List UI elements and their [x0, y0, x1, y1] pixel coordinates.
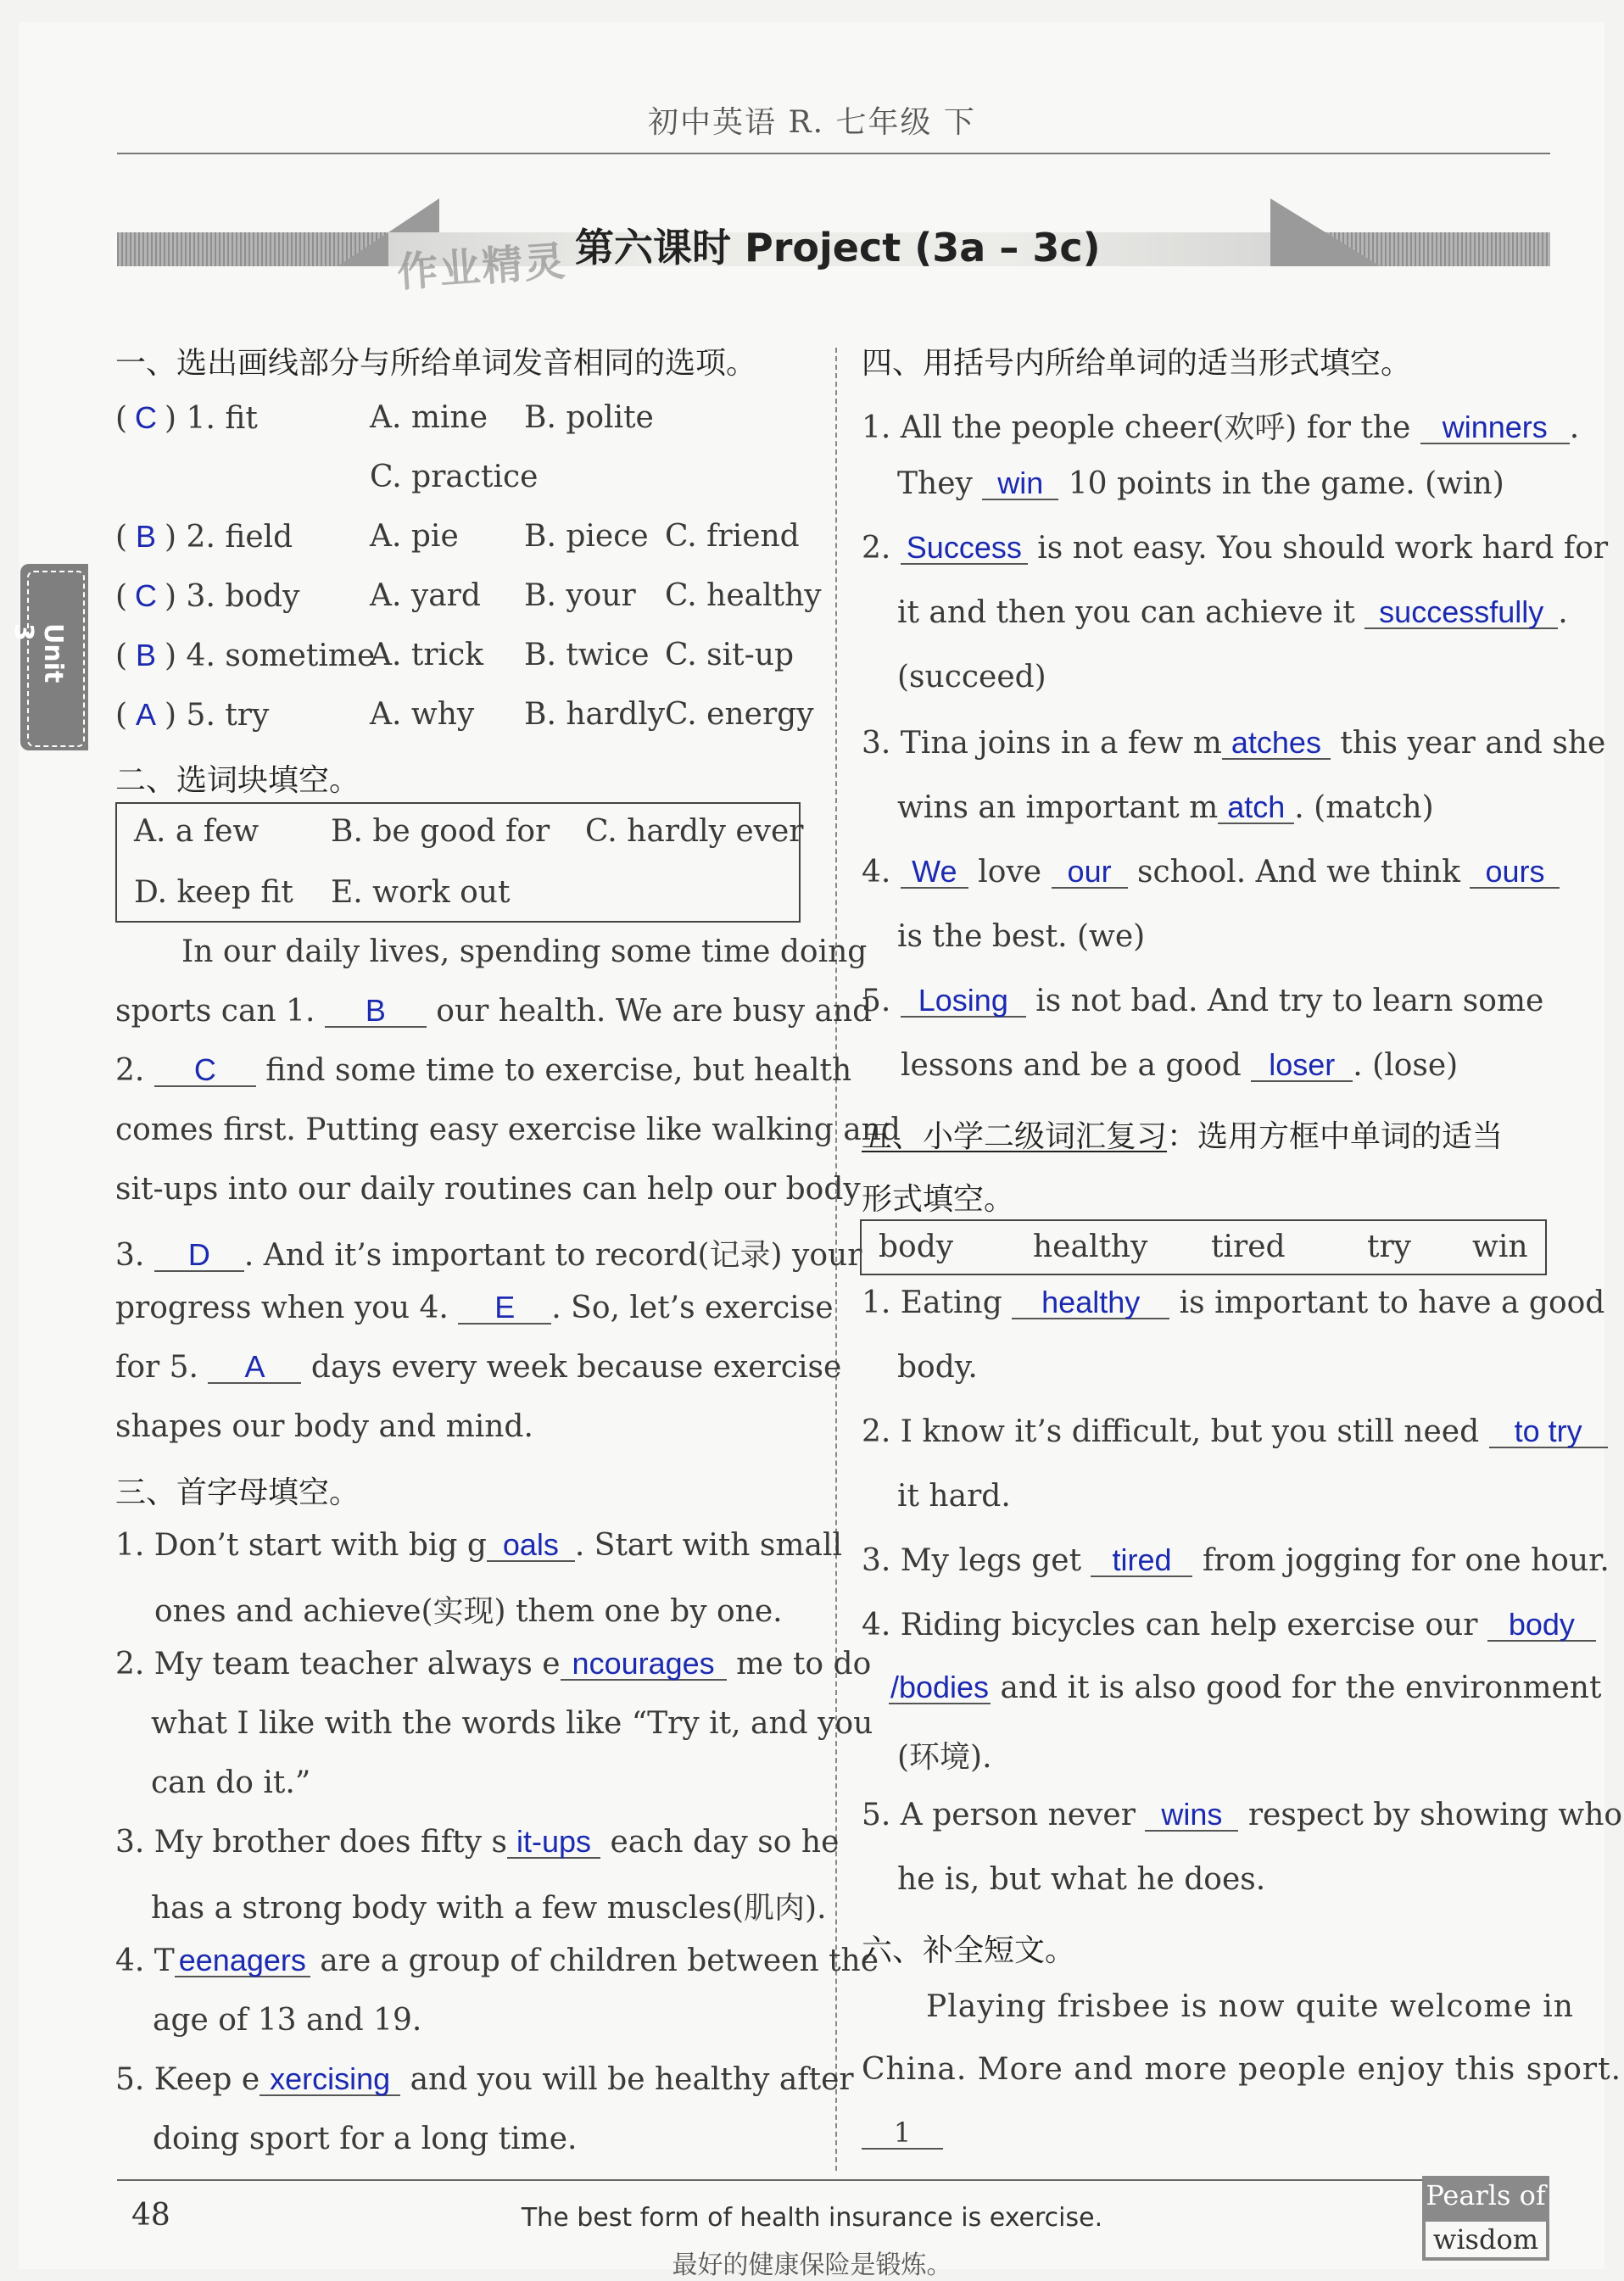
s1-q1: ( C ) 1. fit	[115, 400, 258, 436]
s4-q4-answer-3: ours	[1470, 856, 1560, 889]
s1-q1-a: A. mine	[370, 400, 488, 435]
s4-q1-answer-2: win	[982, 468, 1058, 500]
s2-blank-1: B	[325, 995, 427, 1028]
s1-q2-answer: B	[136, 519, 157, 554]
s1-q3-answer: C	[135, 578, 158, 613]
section-5-heading-2: 形式填空。	[862, 1182, 1015, 1217]
s3-q2-line1: 2. My team teacher always e ncourages me to do	[115, 1646, 872, 1681]
s2-opt-b: B. be good for	[331, 814, 550, 849]
s1-q4-a: A. trick	[370, 638, 484, 672]
s4-q2-answer-1: Success	[901, 533, 1028, 565]
s1-q1-word: 1. fit	[186, 401, 258, 436]
s5-q2-answer: to try	[1489, 1416, 1608, 1448]
s1-q2-a: A. pie	[370, 519, 459, 554]
s6-line-2: China. More and more people enjoy this sport.	[862, 2052, 1622, 2087]
s5-q1-line1: 1. Eating healthy is important to have a good	[862, 1285, 1605, 1320]
s4-q5-answer-2: loser	[1251, 1050, 1353, 1082]
s5-q5-line1: 5. A person never wins respect by showing who	[862, 1797, 1623, 1832]
s5-q2-line1: 2. I know it’s difficult, but you still need to try	[862, 1414, 1608, 1449]
s5-q4-line2: /bodies and it is also good for the environment	[890, 1670, 1602, 1705]
s4-q1-line2: They win 10 points in the game. (win)	[897, 466, 1504, 501]
footer-motto: The best form of health insurance is exercise.	[521, 2203, 1103, 2233]
s1-q2-word: 2. field	[186, 520, 293, 555]
s3-q2-answer: ncourages	[561, 1648, 727, 1681]
s4-q2-line2: it and then you can achieve it successfully .	[897, 594, 1568, 630]
s4-q1-line1: 1. All the people cheer(欢呼) for the winners .	[862, 410, 1580, 445]
s5-word-box	[860, 1219, 1547, 1275]
s4-q5-answer-1: Losing	[901, 985, 1026, 1018]
s5-q1-answer: healthy	[1012, 1287, 1169, 1319]
s2-opt-e: E. work out	[331, 875, 511, 910]
banner-decor-right	[1270, 198, 1381, 266]
wisdom-label: wisdom	[1426, 2222, 1546, 2257]
s1-q5-a: A. why	[370, 697, 475, 732]
s1-q3-word: 3. body	[186, 579, 300, 614]
s1-q3: ( C ) 3. body	[115, 578, 300, 614]
s1-q3-b: B. your	[524, 578, 636, 613]
s2-line-6: 3. D . And it’s important to record(记录) your	[115, 1237, 862, 1273]
s2-line-2: sports can 1. B our health. We are busy and	[115, 993, 873, 1029]
s5-q4-answer-1: body	[1487, 1609, 1596, 1642]
s3-q4-line2: age of 13 and 19.	[153, 2003, 422, 2038]
s1-q3-c: C. healthy	[665, 578, 822, 613]
s2-line-5: sit-ups into our daily routines can help our body	[115, 1172, 861, 1207]
s2-line-9: shapes our body and mind.	[115, 1409, 533, 1444]
s3-q4-answer: eenagers	[175, 1945, 310, 1977]
s1-q3-a: A. yard	[370, 578, 481, 613]
s1-q4-word: 4. sometime	[186, 639, 376, 673]
s4-q4-line2: is the best. (we)	[897, 919, 1146, 954]
s4-q1-answer-1: winners	[1420, 412, 1570, 444]
s2-line-8: for 5. A days every week because exercise	[115, 1349, 842, 1385]
s1-q5: ( A ) 5. try	[115, 697, 270, 733]
s5-word-4: try	[1367, 1230, 1412, 1264]
s2-opt-d: D. keep fit	[134, 875, 293, 910]
unit-side-tab	[8, 564, 88, 750]
s5-word-2: healthy	[1033, 1230, 1148, 1264]
s5-q1-line2: body.	[897, 1350, 978, 1385]
s3-q5-answer: xercising	[260, 2064, 400, 2096]
s1-q4-b: B. twice	[524, 638, 650, 672]
running-header: 初中英语 R. 七年级 下	[648, 105, 976, 140]
s4-q4-answer-1: We	[901, 856, 968, 889]
s4-q4-line1: 4. We love our school. And we think ours	[862, 855, 1560, 890]
s2-opt-c: C. hardly ever	[585, 814, 804, 849]
s6-blank-1: 1	[862, 2117, 943, 2150]
section-5-heading: 五、小学二级词汇复习：选用方框中单词的适当	[862, 1119, 1504, 1154]
s1-q2: ( B ) 2. field	[115, 519, 293, 555]
s2-line-7: progress when you 4. E . So, let’s exercise	[115, 1290, 834, 1325]
s3-q4-line1: 4. T eenagers are a group of children between the	[115, 1943, 879, 1978]
s4-q3-answer-2: atch	[1218, 792, 1294, 824]
section-6-heading: 六、补全短文。	[862, 1933, 1076, 1968]
s1-q5-c: C. energy	[665, 697, 814, 732]
unit-label: Unit 3	[8, 623, 68, 683]
s5-word-1: body	[879, 1230, 954, 1264]
s2-line-3: 2. C find some time to exercise, but health	[115, 1052, 852, 1088]
s3-q1-answer: oals	[487, 1530, 575, 1562]
s3-q2-line2: what I like with the words like “Try it, and you	[151, 1706, 873, 1741]
s5-q3-line1: 3. My legs get tired from jogging for one hour.	[862, 1542, 1610, 1578]
s5-word-5: win	[1472, 1230, 1528, 1264]
s4-q2-answer-2: successfully	[1364, 597, 1558, 629]
s1-q5-word: 5. try	[186, 698, 270, 733]
s4-q5-line2: lessons and be a good loser . (lose)	[901, 1047, 1459, 1083]
s1-q4-c: C. sit-up	[665, 638, 794, 672]
section-1-heading: 一、选出画线部分与所给单词发音相同的选项。	[115, 346, 757, 381]
section-4-heading: 四、用括号内所给单词的适当形式填空。	[862, 346, 1412, 381]
s2-line-4: comes first. Putting easy exercise like walking and	[115, 1113, 901, 1147]
s5-q4-answer-2: /bodies	[890, 1670, 990, 1704]
s5-q4-line3: (环境).	[897, 1740, 992, 1775]
s3-q1-line2: ones and achieve(实现) them one by one.	[154, 1594, 783, 1629]
s4-q4-answer-2: our	[1052, 856, 1128, 889]
s3-q2-line3: can do it.”	[151, 1765, 311, 1800]
s2-blank-4: E	[458, 1292, 551, 1325]
s2-blank-3: D	[154, 1240, 244, 1272]
s1-q5-answer: A	[136, 697, 157, 732]
s2-opt-a: A. a few	[134, 814, 260, 849]
s3-q3-answer: it-ups	[507, 1826, 600, 1859]
s6-blank-line	[862, 2115, 943, 2150]
s1-q1-c: C. practice	[370, 460, 539, 494]
s4-q3-line2: wins an important m atch . (match)	[897, 789, 1434, 825]
header-rule	[117, 153, 1550, 154]
lesson-banner	[117, 200, 1550, 302]
pearls-label: Pearls of	[1426, 2179, 1546, 2211]
s1-q2-b: B. piece	[524, 519, 649, 554]
watermark: 作业精灵	[395, 237, 569, 297]
s4-q3-line1: 3. Tina joins in a few m atches this year and she	[862, 725, 1606, 761]
s2-blank-5: A	[208, 1352, 301, 1384]
section-3-heading: 三、首字母填空。	[115, 1475, 360, 1510]
s6-line-1: Playing frisbee is now quite welcome in	[926, 1989, 1574, 2024]
s4-q2-line3: (succeed)	[897, 660, 1046, 694]
s1-q4: ( B ) 4. sometime	[115, 638, 376, 673]
s5-q2-line2: it hard.	[897, 1479, 1011, 1514]
s1-q2-c: C. friend	[665, 519, 800, 554]
s3-q5-line1: 5. Keep e xercising and you will be healthy after	[115, 2061, 854, 2097]
s4-q5-line1: 5. Losing is not bad. And try to learn some	[862, 983, 1544, 1018]
footer-rule	[117, 2179, 1431, 2181]
s1-q5-b: B. hardly	[524, 697, 666, 732]
footer-motto-cn: 最好的健康保险是锻炼。	[672, 2250, 952, 2280]
s1-q1-b: B. polite	[524, 400, 654, 435]
s5-q5-answer: wins	[1145, 1799, 1238, 1832]
section-2-heading: 二、选词块填空。	[115, 763, 360, 798]
s3-q1-line1: 1. Don’t start with big g oals . Start with small	[115, 1527, 843, 1563]
s1-q4-answer: B	[136, 638, 157, 672]
s3-q3-line2: has a strong body with a few muscles(肌肉).	[151, 1891, 827, 1926]
s1-q1-answer: C	[135, 400, 158, 435]
s5-word-3: tired	[1211, 1230, 1286, 1264]
s2-line-1: In our daily lives, spending some time doing	[181, 934, 868, 969]
pearls-of-wisdom-badge	[1422, 2176, 1549, 2261]
s2-blank-2: C	[154, 1055, 256, 1087]
s4-q2-line1: 2. Success is not easy. You should work hard for	[862, 530, 1609, 566]
s4-q3-answer-1: atches	[1222, 728, 1331, 760]
page-number: 48	[131, 2198, 170, 2233]
s5-q3-answer: tired	[1091, 1545, 1192, 1577]
s5-q4-line1: 4. Riding bicycles can help exercise our body	[862, 1608, 1596, 1642]
lesson-title: 第六课时 Project (3a – 3c)	[575, 225, 1101, 270]
s5-q5-line2: he is, but what he does.	[897, 1862, 1266, 1897]
s3-q3-line1: 3. My brother does fifty s it-ups each day so he	[115, 1824, 840, 1860]
s3-q5-line2: doing sport for a long time.	[153, 2122, 578, 2156]
